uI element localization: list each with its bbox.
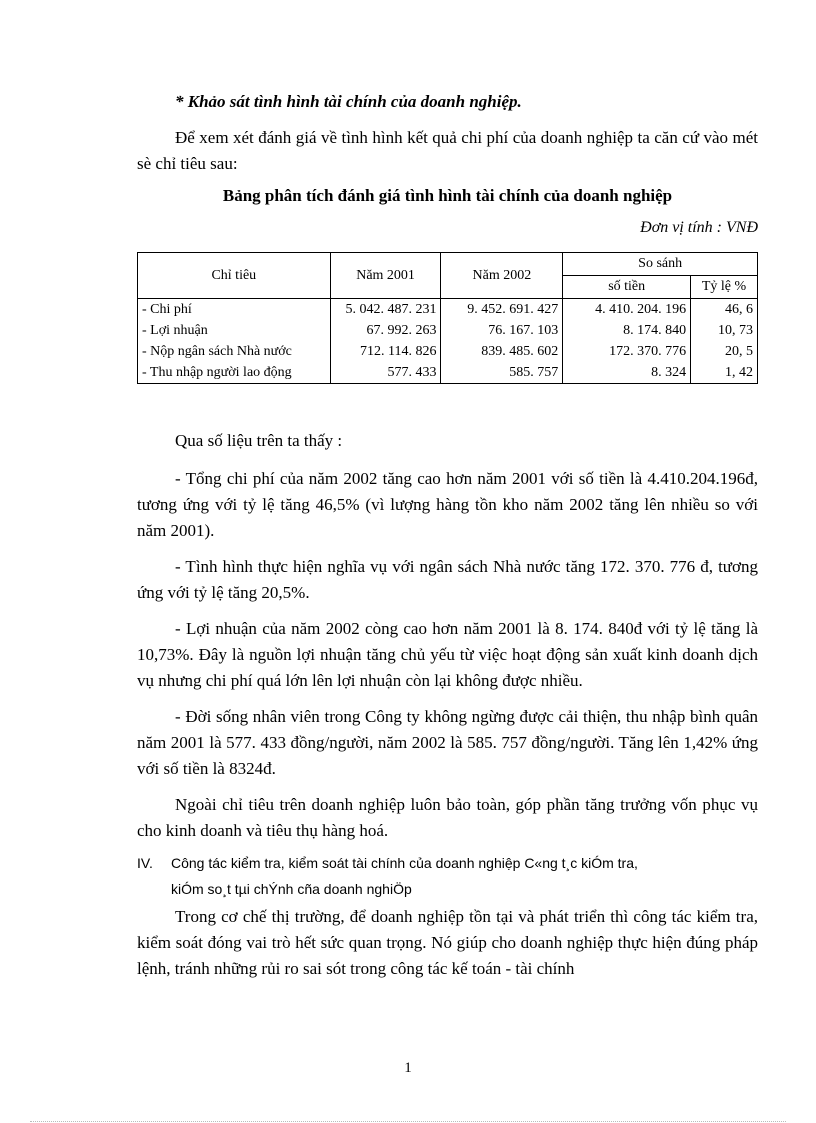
cell-2001: 5. 042. 487. 231	[330, 299, 441, 321]
page-number: 1	[404, 1060, 412, 1076]
cell-ratio: 1, 42	[691, 362, 758, 384]
closing-block	[137, 904, 758, 982]
cell-amount: 8. 324	[563, 362, 691, 384]
header-amount: số tiền	[563, 276, 691, 299]
table-unit: Đơn vị tính : VNĐ	[640, 219, 758, 236]
table-row	[138, 299, 758, 321]
footer-divider	[30, 1121, 786, 1122]
intro-block	[137, 125, 758, 177]
table-row	[138, 320, 758, 341]
analysis-paragraph: Ngoài chỉ tiêu trên doanh nghiệp luôn bảo toàn, góp phần tăng trưởng vốn phục vụ cho kinh doanh và tiêu thụ hàng hoá.	[137, 795, 758, 840]
row-label: - Chi phí	[138, 299, 331, 321]
table-title: Bảng phân tích đánh giá tình hình tài chính của doanh nghiệp	[222, 186, 673, 205]
table-row	[138, 362, 758, 384]
header-year-2001: Năm 2001	[330, 253, 441, 299]
header-compare: So sánh	[563, 253, 758, 276]
header-ratio: Tỷ lệ %	[691, 276, 758, 299]
row-label: - Thu nhập người lao động	[138, 362, 331, 384]
table-row	[138, 341, 758, 362]
section-iv-heading	[137, 850, 758, 902]
cell-2002: 9. 452. 691. 427	[441, 299, 563, 321]
analysis-paragraph: - Đời sống nhân viên trong Công ty không ngừng được cải thiện, thu nhập bình quân năm 2001 là 577. 433 đồng/người, năm 2002 là 585. 757 đồng/người. Tăng lên 1,42% ứng với số tiền là 8324đ.	[137, 707, 758, 778]
cell-ratio: 10, 73	[691, 320, 758, 341]
cell-ratio: 20, 5	[691, 341, 758, 362]
analysis-paragraph: - Tình hình thực hiện nghĩa vụ với ngân sách Nhà nước tăng 172. 370. 776 đ, tương ứng với tỷ lệ tăng 20,5%.	[137, 557, 758, 602]
cell-2002: 76. 167. 103	[441, 320, 563, 341]
closing-paragraph: Trong cơ chế thị trường, để doanh nghiệp tồn tại và phát triển thì công tác kiểm tra, kiểm soát đóng vai trò hết sức quan trọng. Nó giúp cho doanh nghiệp thực hiện đúng pháp lệnh, tránh những rủi ro sai sót trong công tác kế toán - tài chính	[137, 907, 758, 978]
analysis-paragraph: - Tổng chi phí của năm 2002 tăng cao hơn năm 2001 với số tiền là 4.410.204.196đ, tương ứng với tỷ lệ tăng 46,5% (vì lượng hàng tồn kho năm 2002 tăng lên nhiều so với năm 2001).	[137, 469, 758, 540]
section-iv-line-1: Công tác kiểm tra, kiểm soát tài chính của doanh nghiệp C«ng t¸c kiÓm tra,	[171, 855, 638, 871]
row-label: - Nộp ngân sách Nhà nước	[138, 341, 331, 362]
analysis-paragraph: - Lợi nhuận của năm 2002 còng cao hơn năm 2001 là 8. 174. 840đ với tỷ lệ tăng là 10,73%. Đây là nguồn lợi nhuận tăng chủ yếu từ việc hoạt động sản xuất kinh doanh dịch vụ nhưng chi phí quá lớn lên lợi nhuận còn lại không được nhiều.	[137, 619, 758, 690]
row-label: - Lợi nhuận	[138, 320, 331, 341]
cell-2001: 712. 114. 826	[330, 341, 441, 362]
cell-2002: 585. 757	[441, 362, 563, 384]
cell-amount: 8. 174. 840	[563, 320, 691, 341]
cell-amount: 172. 370. 776	[563, 341, 691, 362]
header-indicator: Chỉ tiêu	[138, 253, 331, 299]
section-heading: * Khảo sát tình hình tài chính của doanh nghiệp.	[175, 92, 522, 111]
cell-ratio: 46, 6	[691, 299, 758, 321]
section-iv-line-2: kiÓm so¸t tµi chÝnh cña doanh nghiÖp	[171, 881, 412, 897]
financial-table	[137, 252, 758, 384]
analysis-paragraph: Qua số liệu trên ta thấy :	[175, 431, 343, 450]
cell-2001: 577. 433	[330, 362, 441, 384]
cell-2002: 839. 485. 602	[441, 341, 563, 362]
section-iv-numeral: IV.	[137, 855, 153, 871]
intro-paragraph: Để xem xét đánh giá về tình hình kết quả chi phí của doanh nghiệp ta căn cứ vào mét sè chỉ tiêu sau:	[137, 128, 758, 173]
analysis-block	[137, 428, 758, 844]
cell-amount: 4. 410. 204. 196	[563, 299, 691, 321]
header-year-2002: Năm 2002	[441, 253, 563, 299]
cell-2001: 67. 992. 263	[330, 320, 441, 341]
